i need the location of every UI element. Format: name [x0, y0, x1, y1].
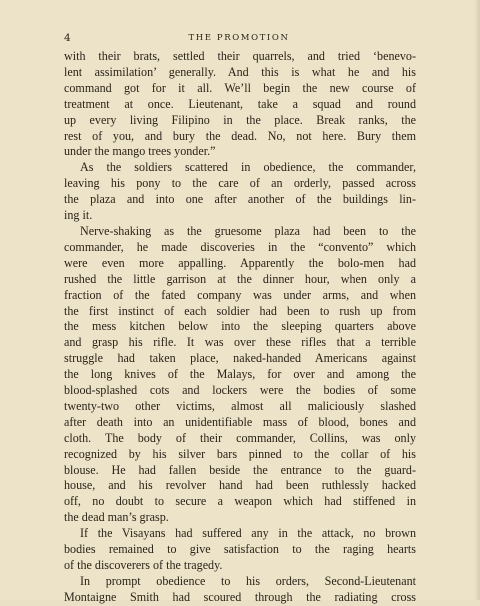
body-text	[64, 49, 416, 606]
text-line: the long knives of the Malays, for over and among the	[64, 367, 416, 382]
page-edge-shadow	[474, 0, 480, 600]
text-line: with their brats, settled their quarrels, and tried ‘benevo-	[64, 49, 416, 63]
text-line: off, no doubt to secure a weapon which had stiffened in	[64, 494, 416, 509]
paragraph-first-line: Nerve-shaking as the gruesome plaza had been to the	[80, 223, 416, 238]
paragraph-first-line: As the soldiers scattered in obedience, the commander,	[80, 160, 416, 175]
text-line: commander, he made discoveries in the “convento” which	[64, 239, 416, 254]
text-line: Montaigne Smith had scoured through the radiating cross	[64, 589, 416, 604]
paragraph-first-line: If the Visayans had suffered any in the attack, no brown	[80, 526, 416, 541]
running-head: THE PROMOTION	[188, 33, 290, 43]
text-line: twenty-two other victims, almost all maliciously slashed	[64, 398, 416, 413]
text-line: struggle had taken place, naked-handed Americans against	[64, 351, 416, 366]
text-line: house, and his revolver hand had been ruthlessly hacked	[64, 478, 416, 493]
text-line: up every living Filipino in the place. Break ranks, the	[64, 112, 416, 127]
text-line: blood-splashed cots and lockers were the bodies of some	[64, 383, 416, 398]
page-header	[64, 32, 414, 46]
text-line: command got for it all. We’ll begin the new course of	[64, 80, 416, 95]
text-line: ing it.	[64, 208, 93, 223]
text-line: lent assimilation’ generally. And this is what he and his	[64, 64, 416, 79]
text-line: of the discoverers of the tragedy.	[64, 558, 223, 572]
text-line: leaving his pony to the care of an orderly, passed across	[64, 176, 416, 191]
text-line: fraction of the fated company was under arms, and when	[64, 287, 416, 302]
paragraph-first-line: In prompt obedience to his orders, Second-Lieutenant	[80, 573, 416, 588]
text-line: recognized by his silver bars pinned to the collar of his	[64, 446, 416, 461]
text-line: the dead man’s grasp.	[64, 510, 169, 525]
text-line: the first instinct of each soldier had been to rush up from	[64, 303, 416, 318]
text-line: and grasp his rifle. It was over these rifles that a terrible	[64, 335, 416, 350]
text-line: the mess kitchen below into the sleeping quarters above	[64, 319, 416, 334]
text-line: rushed the little garrison at the dinner hour, when only a	[64, 271, 416, 286]
text-line: under the mango trees yonder.”	[64, 144, 216, 159]
text-line: cloth. The body of their commander, Collins, was only	[64, 430, 416, 445]
page-number: 4	[64, 32, 72, 44]
text-line: the plaza and into one after another of the buildings lin-	[64, 192, 416, 207]
text-line: rest of you, and bury the dead. No, not here. Bury them	[64, 128, 416, 143]
text-line: were even more appalling. Apparently the bolo-men had	[64, 255, 416, 270]
text-line: bodies remained to give satisfaction to the raging hearts	[64, 542, 416, 557]
text-line: blouse. He had fallen beside the entrance to the guard-	[64, 462, 416, 477]
text-line: after death into an unidentifiable mass of blood, bones and	[64, 414, 416, 429]
text-line: treatment at once. Lieutenant, take a squad and round	[64, 96, 416, 111]
